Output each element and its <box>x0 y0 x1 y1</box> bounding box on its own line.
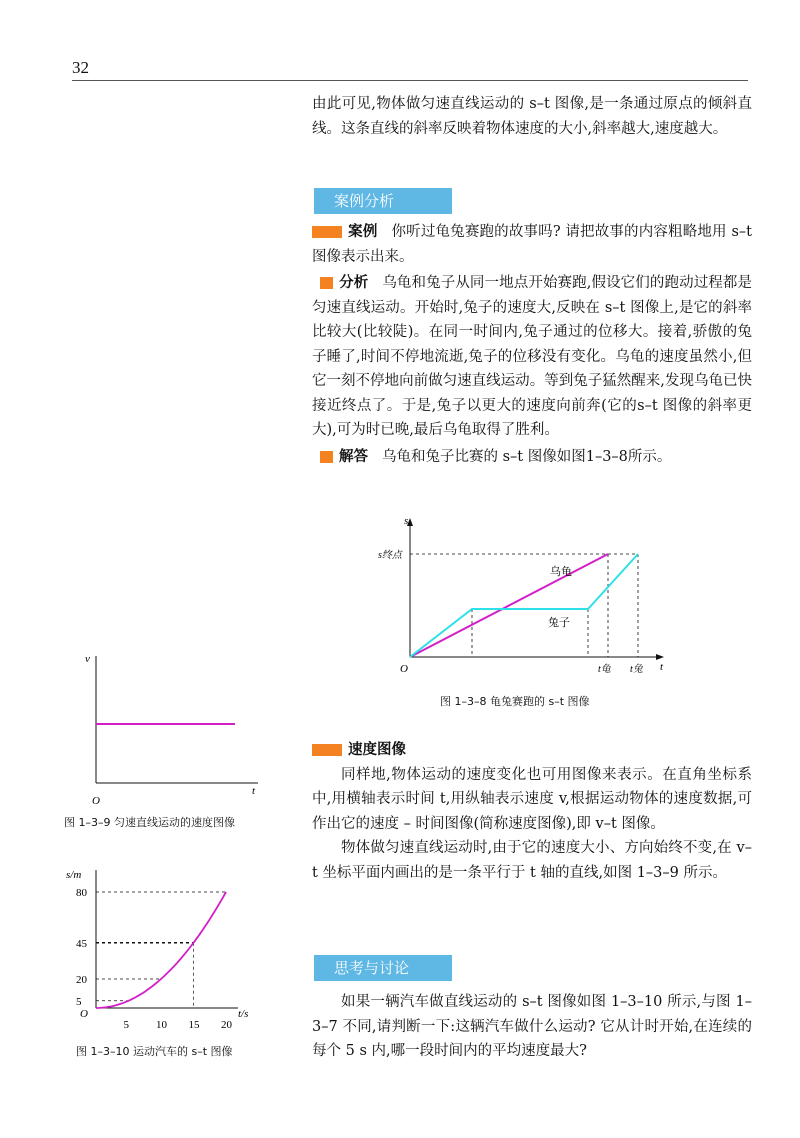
analysis-marker-icon <box>320 277 333 289</box>
fig139-y-label: v <box>85 653 90 665</box>
speed-para1: 同样地,物体运动的速度变化也可用图像来表示。在直角坐标系中,用横轴表示时间 t,用纵轴表示速度 v,根据运动物体的速度数据,可作出它的速度 – 时间图像(简称速度图像),即 v–t 图像。 <box>312 766 752 832</box>
figure-1-3-10 <box>62 860 262 1030</box>
speed-marker-icon <box>312 744 342 756</box>
intro-paragraph <box>312 92 752 141</box>
answer-text: 乌龟和兔子比赛的 s–t 图像如图1–3–8所示。 <box>382 448 672 465</box>
fig1310-x-tick-10: 10 <box>156 1019 167 1031</box>
fig139-x-label: t <box>252 785 256 797</box>
think-text: 如果一辆汽车做直线运动的 s–t 图像如图 1–3–10 所示,与图 1–3–7 不同,请判断一下:这辆汽车做什么运动? 它从计时开始,在连续的每个 5 s 内,哪一段时间内的平均速度最大? <box>312 994 752 1059</box>
speed-label: 速度图像 <box>348 742 406 758</box>
think-block <box>312 990 752 1064</box>
intro-text: 由此可见,物体做匀速直线运动的 s–t 图像,是一条通过原点的倾斜直线。这条直线的斜率反映着物体速度的大小,斜率越大,速度越大。 <box>312 96 752 137</box>
speed-para2: 物体做匀速直线运动时,由于它的速度大小、方向始终不变,在 v–t 坐标平面内画出的是一条平行于 t 轴的直线,如图 1–3–9 所示。 <box>312 840 752 881</box>
fig1310-y-tick-45: 45 <box>76 937 87 950</box>
speed-section <box>312 738 752 885</box>
fig1310-x-tick-20: 20 <box>221 1019 232 1031</box>
analysis-label: 分析 <box>339 275 369 291</box>
fig138-x-label: t <box>660 661 664 673</box>
case-marker-icon <box>312 226 342 238</box>
case-section-header: 案例分析 <box>314 188 452 214</box>
fig138-caption: 图 1–3–8 龟兔赛跑的 s–t 图像 <box>440 695 590 708</box>
fig138-origin: O <box>400 663 408 675</box>
fig1310-y-tick-80: 80 <box>76 887 87 899</box>
fig138-y-label: s <box>404 515 409 527</box>
case-block <box>312 220 752 469</box>
figure-1-3-9 <box>78 648 268 808</box>
fig138-t-tortoise: t龟 <box>598 664 611 675</box>
fig139-caption: 图 1–3–9 匀速直线运动的速度图像 <box>64 816 235 829</box>
fig1310-y-tick-5: 5 <box>76 995 82 1008</box>
fig1310-x-tick-15: 15 <box>188 1019 200 1031</box>
figure-1-3-8 <box>378 512 680 687</box>
fig1310-x-label: t/s <box>238 1008 249 1020</box>
fig1310-y-tick-20: 20 <box>76 974 87 986</box>
case-text: 你听过龟兔赛跑的故事吗? 请把故事的内容粗略地用 s–t 图像表示出来。 <box>312 224 752 265</box>
fig1310-x-tick-5: 5 <box>123 1019 129 1031</box>
answer-marker-icon <box>320 451 333 463</box>
fig138-rabbit-label: 兔子 <box>548 617 570 629</box>
analysis-text: 乌龟和兔子从同一地点开始赛跑,假设它们的跑动过程都是匀速直线运动。开始时,兔子的速度大,反映在 s–t 图像上,是它的斜率比较大(比较陡)。在同一时间内,兔子通过的位移大。接着,骄傲的兔子睡了,时间不停地流逝,兔子的位移没有变化。乌龟的速度虽然小,但它一刻不停地向前做匀速直线运动。等到兔子猛然醒来,发现乌龟已快接近终点了。于是,兔子以更大的速度向前奔(它的s–t 图像的斜率更大),可为时已晚,最后乌龟取得了胜利。 <box>312 275 753 438</box>
fig139-origin: O <box>92 795 100 807</box>
header-rule <box>72 80 748 81</box>
fig1310-origin: O <box>80 1008 88 1020</box>
fig1310-caption: 图 1–3–10 运动汽车的 s–t 图像 <box>76 1045 233 1058</box>
case-label: 案例 <box>348 224 378 240</box>
fig138-s-end: s终点 <box>378 550 402 561</box>
fig1310-y-label: s/m <box>66 869 82 881</box>
think-section-header: 思考与讨论 <box>314 955 452 981</box>
fig1310-series-curve <box>96 892 226 1008</box>
answer-label: 解答 <box>339 448 368 465</box>
fig138-tortoise-label: 乌龟 <box>550 566 572 578</box>
page-number: 32 <box>72 58 89 77</box>
fig138-t-rabbit: t兔 <box>630 664 643 675</box>
